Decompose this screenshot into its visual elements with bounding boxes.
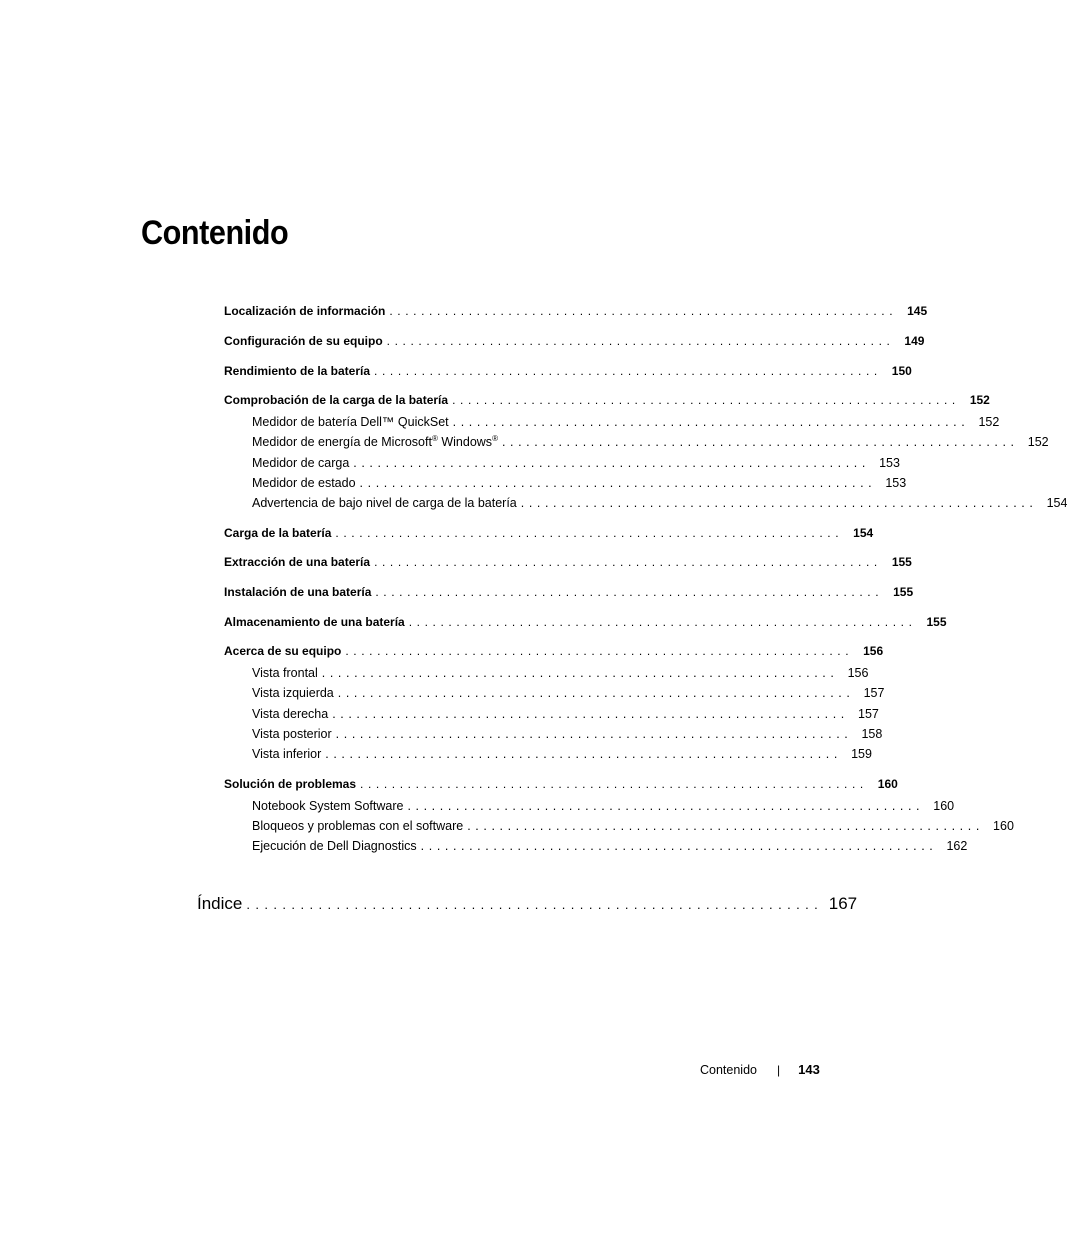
toc-subentry[interactable]: [252, 707, 879, 721]
toc-entry[interactable]: [224, 777, 898, 791]
dot-leader: ................................................................: [520, 496, 1038, 510]
toc-index-entry[interactable]: [197, 894, 858, 914]
dot-leader: ................................................................: [325, 747, 842, 761]
toc-entry[interactable]: [224, 644, 884, 658]
toc-entry-label: Comprobación de la carga de la batería: [224, 393, 449, 407]
dot-leader: ................................................................: [374, 364, 882, 378]
toc-entry-label: Extracción de una batería: [224, 555, 371, 569]
toc-entry-label: Localización de información: [224, 304, 386, 318]
dot-leader: ................................................................: [246, 897, 824, 912]
toc-entry-label: Bloqueos y problemas con el software: [252, 819, 464, 833]
dot-leader: ................................................................: [321, 666, 839, 680]
toc-entry[interactable]: [224, 334, 925, 348]
toc-entry[interactable]: [224, 364, 912, 378]
toc-entry-label: Acerca de su equipo: [224, 644, 342, 658]
toc-entry-page: 162: [946, 839, 968, 853]
page-title: Contenido: [141, 214, 289, 252]
footer-separator: |: [777, 1063, 781, 1077]
toc-entry-label-part: Windows: [437, 435, 493, 449]
toc-entry-page: 150: [891, 364, 912, 378]
toc-entry-page: 155: [893, 585, 914, 599]
toc-entry-label: Vista izquierda: [252, 686, 334, 700]
toc-entry[interactable]: [224, 393, 990, 407]
dot-leader: ................................................................: [359, 476, 877, 490]
toc-entry[interactable]: [224, 585, 914, 599]
toc-subentry[interactable]: [252, 819, 1014, 833]
toc-subentry[interactable]: [252, 496, 1067, 510]
toc-entry-label: Vista posterior: [252, 727, 332, 741]
toc-entry-page: 145: [907, 304, 928, 318]
toc-entry-page: 156: [863, 644, 884, 658]
toc-entry-page: 160: [877, 777, 898, 791]
toc-entry-page: 153: [879, 456, 900, 470]
dot-leader: ................................................................: [335, 727, 853, 741]
toc-entry-label-part: Medidor de energía de Microsoft: [252, 435, 432, 449]
toc-entry-label: [252, 435, 498, 449]
toc-entry-label: Vista frontal: [252, 666, 318, 680]
toc-subentry[interactable]: [252, 476, 907, 490]
dot-leader: ................................................................: [501, 435, 1019, 449]
toc-entry[interactable]: [224, 615, 947, 629]
footer-section-label: Contenido: [700, 1063, 757, 1077]
page-footer: [700, 1062, 821, 1077]
toc-entry-label: Medidor de batería Dell™ QuickSet: [252, 415, 449, 429]
toc-subentry[interactable]: [252, 415, 1000, 429]
dot-leader: ................................................................: [420, 839, 938, 853]
dot-leader: ................................................................: [332, 707, 849, 721]
toc-entry-page: 160: [993, 819, 1014, 833]
toc-entry-label: Vista inferior: [252, 747, 322, 761]
dot-leader: ................................................................: [353, 456, 870, 470]
toc-subentry[interactable]: [252, 839, 968, 853]
dot-leader: ................................................................: [389, 304, 898, 318]
toc-entry-label: Configuración de su equipo: [224, 334, 383, 348]
toc-entry-page: 159: [851, 747, 872, 761]
toc-entry-label: Advertencia de bajo nivel de carga de la batería: [252, 496, 517, 510]
dot-leader: ................................................................: [345, 644, 854, 658]
toc-entry-page: 152: [1027, 435, 1049, 449]
toc-entry-page: 153: [885, 476, 907, 490]
toc-entry-page: 156: [847, 666, 869, 680]
toc-entry-label: Ejecución de Dell Diagnostics: [252, 839, 417, 853]
toc-entry-page: 155: [926, 615, 947, 629]
toc-entry-page: 158: [861, 727, 883, 741]
dot-leader: ................................................................: [407, 799, 925, 813]
dot-leader: ................................................................: [408, 615, 917, 629]
toc-subentry[interactable]: [252, 433, 1049, 449]
dot-leader: ................................................................: [374, 555, 882, 569]
toc-subentry[interactable]: [252, 747, 872, 761]
dot-leader: ................................................................: [337, 686, 855, 700]
toc-subentry[interactable]: [252, 686, 885, 700]
toc-subentry[interactable]: [252, 456, 900, 470]
toc-subentry[interactable]: [252, 727, 883, 741]
toc-entry-label: Medidor de carga: [252, 456, 350, 470]
toc-entry-page: 149: [904, 334, 925, 348]
toc-entry-page: 152: [978, 415, 1000, 429]
toc-subentry[interactable]: [252, 799, 955, 813]
dot-leader: ................................................................: [335, 526, 844, 540]
dot-leader: ................................................................: [386, 334, 895, 348]
toc-entry-label: Solución de problemas: [224, 777, 357, 791]
toc-entry-page: 155: [891, 555, 912, 569]
toc-entry-label: Instalación de una batería: [224, 585, 372, 599]
dot-leader: ................................................................: [375, 585, 884, 599]
registered-mark: ®: [431, 433, 438, 443]
toc-entry-label: Rendimiento de la batería: [224, 364, 371, 378]
toc-entry[interactable]: [224, 304, 928, 318]
dot-leader: ................................................................: [452, 415, 970, 429]
footer-page-number: 143: [798, 1062, 820, 1077]
toc-entry-page: 152: [969, 393, 990, 407]
toc-index-page: 167: [828, 894, 858, 913]
toc-entry-page: 154: [853, 526, 874, 540]
toc-entry-page: 157: [863, 686, 885, 700]
toc-entry-label: Medidor de estado: [252, 476, 356, 490]
toc-entry[interactable]: [224, 526, 874, 540]
toc-entry-page: 154: [1046, 496, 1067, 510]
toc-index-label: Índice: [197, 894, 243, 913]
toc-entry-label: Notebook System Software: [252, 799, 404, 813]
toc-entry-label: Almacenamiento de una batería: [224, 615, 405, 629]
dot-leader: ................................................................: [452, 393, 960, 407]
toc-entry-label: Vista derecha: [252, 707, 329, 721]
toc-subentry[interactable]: [252, 666, 869, 680]
toc-entry[interactable]: [224, 555, 912, 569]
toc-entry-label: Carga de la batería: [224, 526, 332, 540]
toc-entry-page: 157: [858, 707, 879, 721]
dot-leader: ................................................................: [360, 777, 868, 791]
toc-entry-page: 160: [933, 799, 955, 813]
registered-mark: ®: [492, 433, 498, 443]
dot-leader: ................................................................: [467, 819, 984, 833]
